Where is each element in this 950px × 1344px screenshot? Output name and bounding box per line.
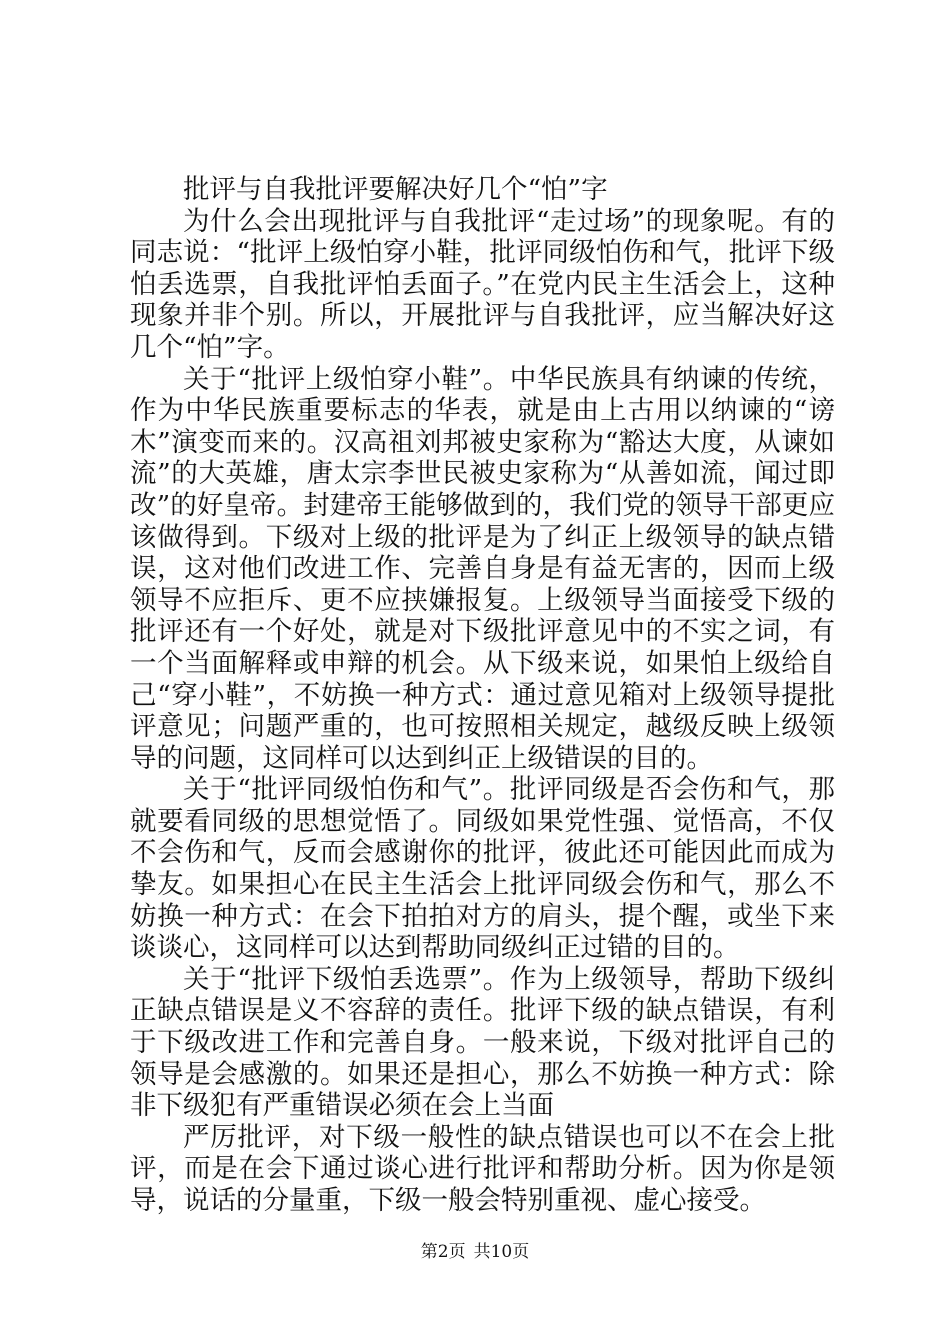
document-title: 批评与自我批评要解决好几个“怕”字: [183, 174, 608, 205]
paragraph-subordinate: 关于“批评下级怕丢选票”。作为上级领导，帮助下级纠正缺点错误是义不容辞的责任。批评下级的缺点错误，有利于下级改进工作和完善自身。一般来说，下级对批评自己的领导是会感激的。如果还是担心，那么不妨换一种方式：除非下级犯有严重错误必须在会上当面: [130, 963, 835, 1122]
paragraph-subordinate-continued: 严厉批评，对下级一般性的缺点错误也可以不在会上批评，而是在会下通过谈心进行批评和帮助分析。因为你是领导，说话的分量重，下级一般会特别重视、虚心接受。: [130, 1121, 835, 1216]
page-footer: [0, 1241, 950, 1263]
document-body: [130, 174, 835, 1217]
paragraph-intro: 为什么会出现批评与自我批评“走过场”的现象呢。有的同志说：“批评上级怕穿小鞋，批评同级怕伤和气，批评下级怕丢选票，自我批评怕丢面子。”在党内民主生活会上，这种现象并非个别。所以，开展批评与自我批评，应当解决好这几个“怕”字。: [130, 205, 835, 363]
page-number: 第2页: [420, 1242, 466, 1262]
paragraph-peer: 关于“批评同级怕伤和气”。批评同级是否会伤和气，那就要看同级的思想觉悟了。同级如果党性强、觉悟高，不仅不会伤和气，反而会感谢你的批评，彼此还可能因此而成为挚友。如果担心在民主生活会上批评同级会伤和气，那么不妨换一种方式：在会下拍拍对方的肩头，提个醒，或坐下来谈谈心，这同样可以达到帮助同级纠正过错的目的。: [130, 774, 835, 964]
page-total: 共10页: [473, 1242, 530, 1262]
paragraph-superior: 关于“批评上级怕穿小鞋”。中华民族具有纳谏的传统，作为中华民族重要标志的华表，就是由上古用以纳谏的“谤木”演变而来的。汉高祖刘邦被史家称为“豁达大度，从谏如流”的大英雄，唐太宗李世民被史家称为“从善如流，闻过即改”的好皇帝。封建帝王能够做到的，我们党的领导干部更应该做得到。下级对上级的批评是为了纠正上级领导的缺点错误，这对他们改进工作、完善自身是有益无害的，因而上级领导不应拒斥、更不应挟嫌报复。上级领导当面接受下级的批评还有一个好处，就是对下级批评意见中的不实之词，有一个当面解释或申辩的机会。从下级来说，如果怕上级给自己“穿小鞋”，不妨换一种方式：通过意见箱对上级领导提批评意见；问题严重的，也可按照相关规定，越级反映上级领导的问题，这同样可以达到纠正上级错误的目的。: [130, 363, 835, 774]
